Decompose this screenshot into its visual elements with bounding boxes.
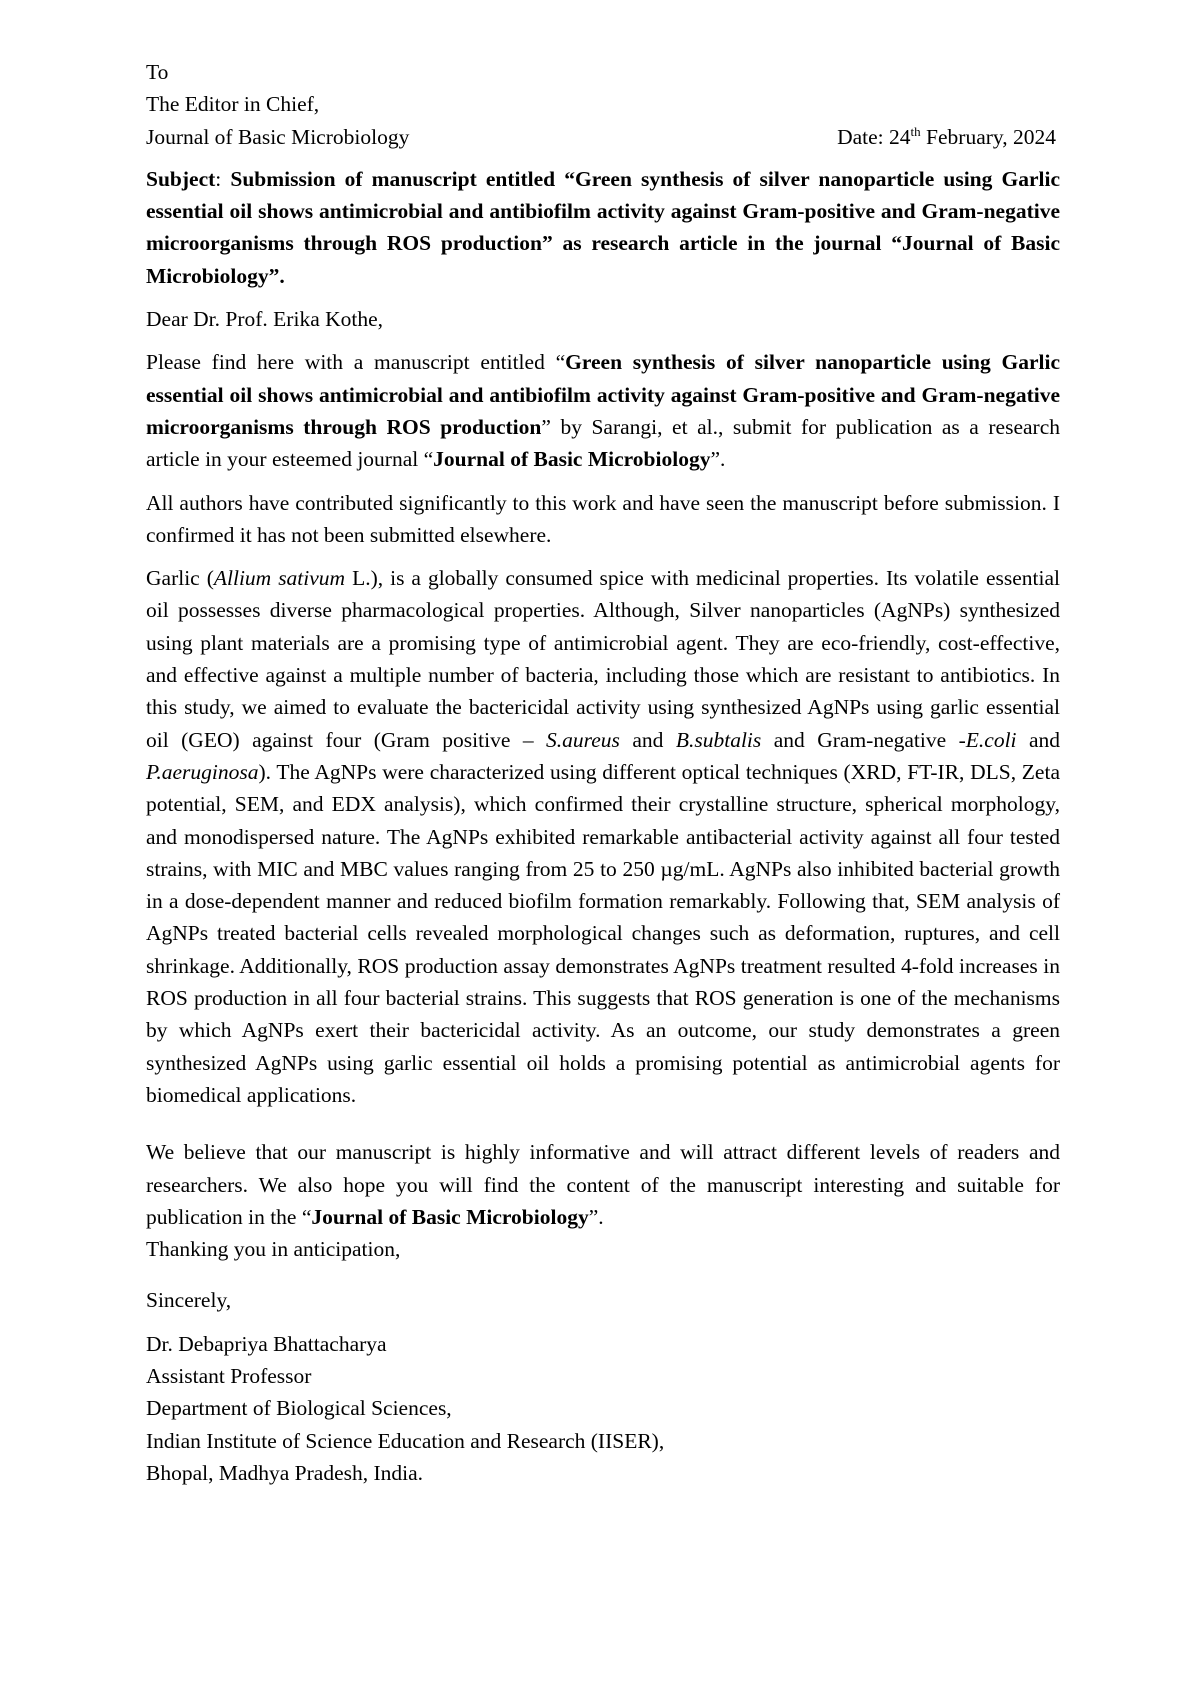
date-superscript: th	[910, 123, 921, 139]
journal-date-row	[146, 121, 1060, 153]
bacterium-e-coli: E.coli	[965, 727, 1017, 752]
subject-colon: :	[215, 166, 222, 191]
abstract-text: and	[619, 727, 676, 752]
authors-paragraph: All authors have contributed significantly to this work and have seen the manuscript before submission. I confirmed it has not been submitted elsewhere.	[146, 490, 1060, 547]
bacterium-p-aeruginosa: P.aeruginosa	[146, 759, 259, 784]
signature-block	[146, 1328, 1060, 1489]
intro-paragraph	[146, 346, 1060, 475]
bacterium-s-aureus: S.aureus	[546, 727, 620, 752]
signoff: Sincerely,	[146, 1288, 232, 1313]
closing-text: We believe that our manuscript is highly informative and will attract different levels of readers and researchers. We also hope you will find the content of the manuscript interesting and suitable for publication in the “	[146, 1140, 1060, 1229]
signature-location: Bhopal, Madhya Pradesh, India.	[146, 1460, 424, 1485]
signature-position: Assistant Professor	[146, 1363, 312, 1388]
intro-journal: Journal of Basic Microbiology	[433, 447, 711, 472]
closing-journal: Journal of Basic Microbiology	[311, 1204, 589, 1229]
subject-text: Submission of manuscript entitled “Green synthesis of silver nanoparticle using Garlic essential oil shows antimicrobial and antibiofilm activity against Gram-positive and Gram-negative microorganisms through ROS production” as research article in the journal “Journal of Basic Microbiology”.	[146, 166, 1060, 288]
abstract-text: and	[1016, 727, 1061, 752]
abstract-text: and Gram-negative -	[761, 727, 966, 752]
intro-prefix: Please find here with a manuscript entitled “	[146, 350, 566, 375]
abstract-text: Garlic (	[146, 566, 214, 591]
signature-department: Department of Biological Sciences,	[146, 1396, 452, 1421]
abstract-paragraph	[146, 562, 1060, 1111]
recipient-block	[146, 56, 1060, 153]
subject-paragraph	[146, 163, 1060, 292]
intro-suffix: ”.	[710, 447, 726, 472]
signature-name: Dr. Debapriya Bhattacharya	[146, 1331, 387, 1356]
thanks-line: Thanking you in anticipation,	[146, 1237, 401, 1262]
species-name: Allium sativum	[213, 566, 346, 591]
closing-paragraph	[146, 1136, 1060, 1265]
recipient-to: To	[146, 60, 169, 84]
bacterium-b-subtalis: B.subtalis	[675, 727, 762, 752]
abstract-text: L.), is a globally consumed spice with medicinal properties. Its volatile essential oil possesses diverse pharmacological properties. Although, Silver nanoparticles (AgNPs) synthesized using plant materials are a promising type of antimicrobial agent. They are eco-friendly, cost-effective, and effective against a multiple number of bacteria, including those which are resistant to antibiotics. In this study, we aimed to evaluate the bactericidal activity using synthesized AgNPs using garlic essential oil (GEO) against four (Gram positive –	[146, 566, 1060, 752]
intro-middle: ” by Sarangi, et al., submit for publication as a research article in your esteemed journal “	[146, 414, 1060, 472]
date-prefix: Date: 24	[837, 124, 911, 149]
closing-text: ”.	[588, 1204, 604, 1229]
abstract-text: ). The AgNPs were characterized using different optical techniques (XRD, FT-IR, DLS, Zeta potential, SEM, and EDX analysis), which confirmed their crystalline structure, spherical morphology, and monodispersed nature. The AgNPs exhibited remarkable antibacterial activity against all four tested strains, with MIC and MBC values ranging from 25 to 250 µg/mL. AgNPs also inhibited bacterial growth in a dose-dependent manner and reduced biofilm formation remarkably. Following that, SEM analysis of AgNPs treated bacterial cells revealed morphological changes such as deformation, ruptures, and cell shrinkage. Additionally, ROS production assay demonstrates AgNPs treatment resulted 4-fold increases in ROS production in all four bacterial strains. This suggests that ROS generation is one of the mechanisms by which AgNPs exert their bactericidal activity. As an outcome, our study demonstrates a green synthesized AgNPs using garlic essential oil holds a promising potential as antimicrobial agents for biomedical applications.	[146, 759, 1060, 1107]
manuscript-title: Green synthesis of silver nanoparticle using Garlic essential oil shows antimicrobial and antibiofilm activity against Gram-positive and Gram-negative microorganisms through ROS production	[146, 350, 1060, 439]
salutation: Dear Dr. Prof. Erika Kothe,	[146, 307, 384, 332]
recipient-journal: Journal of Basic Microbiology	[146, 124, 410, 149]
date-suffix: February, 2024	[920, 124, 1056, 149]
signature-institute: Indian Institute of Science Education and Research (IISER),	[146, 1428, 665, 1453]
letter-date	[837, 121, 1060, 153]
subject-label: Subject	[146, 166, 216, 191]
recipient-title: The Editor in Chief,	[146, 92, 320, 117]
letter-body	[146, 56, 1060, 1489]
